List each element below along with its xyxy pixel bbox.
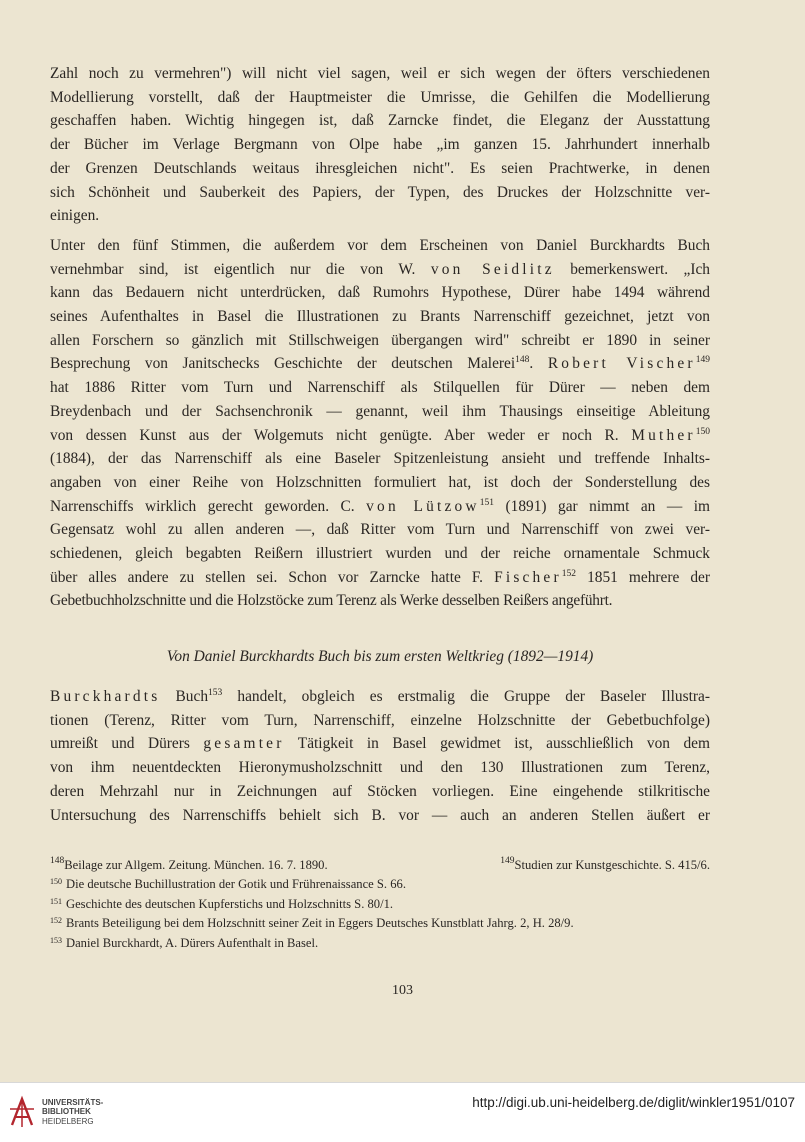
paragraph-2: [50, 234, 710, 613]
footnote-149: $^{149}$Studien zur Kunstgeschichte. S. 415/6.: [500, 856, 710, 872]
text-line: Burckhardts Buch$^{153}$ handelt, obgleich es erstmalig die Gruppe der Baseler Illustra-: [50, 688, 710, 705]
spaced-name: von Seidlitz: [430, 260, 555, 278]
library-name: UNIVERSITÄTS- BIBLIOTHEK HEIDELBERG: [42, 1097, 104, 1126]
text-line: tionen (Terenz, Ritter vom Turn, Narrenschiff, einzelne Holzschnitte der Gebetbuchfolge): [50, 711, 710, 729]
library-logo-icon: [8, 1095, 36, 1129]
text-line: Unter den fünf Stimmen, die außerdem vor dem Erscheinen von Daniel Burckhardts Buch: [50, 236, 710, 254]
text-line: Narrenschiffs wirklich gerecht geworden. C. von Lützow$^{151}$ (1891) gar nimmt an — im: [50, 497, 710, 515]
page-number: 103: [392, 983, 413, 998]
text-line: schiedenen, gleich begabten Reißern illustriert wurden und der reiche ornamentale Schmuck: [50, 545, 710, 563]
paragraph-1: [50, 62, 710, 228]
viewer-footer: [0, 1082, 805, 1142]
text-line: vernehmbar sind, ist eigentlich nur die von W. von Seidlitz bemerkenswert. „Ich: [50, 260, 710, 278]
text-line: (1884), der das Narrenschiff als eine Baseler Spitzenleistung ansieht und treffende Inhalts-: [50, 450, 710, 468]
text-line: der Bücher im Verlage Bergmann von Olpe habe „im ganzen 15. Jahrhundert innerhalb: [50, 136, 710, 154]
footnote-ref: 150: [695, 426, 710, 437]
text-line: von dessen Kunst aus der Wolgemuts nicht genügte. Aber weder er noch R. Muther$^{150}$: [50, 426, 710, 444]
text-line: Gegensatz wohl zu allen anderen —, daß Ritter vom Turn und Narrenschiff von zwei ver-: [50, 521, 710, 539]
text-line: der Grenzen Deutschlands weitaus ihresgleichen nicht". Es seien Prachtwerke, in denen: [50, 159, 710, 177]
text-line: Breydenbach und der Sachsenchronik — genannt, weil ihm Thausings einseitige Ableitung: [50, 402, 710, 420]
text-line: seines Aufenthaltes in Basel die Illustrationen zu Brants Narrenschiff gezeichnet, jetzt von: [50, 308, 710, 326]
text-line: umreißt und Dürers gesamter Tätigkeit in Basel gewidmet ist, ausschließlich von dem: [50, 735, 710, 753]
footnote-ref: 151: [479, 497, 494, 508]
spaced-name: Fischer: [494, 568, 562, 586]
body-text-2: [50, 685, 710, 833]
text-line: Untersuchung des Narrenschiffs behielt sich B. vor — auch an anderen Stellen äußert er: [50, 806, 710, 824]
footnote-ref: 152: [561, 568, 577, 579]
text-line: von ihm neuentdeckten Hieronymusholzschnitt und den 130 Illustrationen zum Terenz,: [50, 759, 710, 777]
spaced-name: von Lützow: [366, 497, 480, 515]
text-line: über alles andere zu stellen sei. Schon vor Zarncke hatte F. Fischer$^{152}$ 1851 mehrere der: [50, 568, 711, 586]
footnote-151: $^{151}$ Geschichte des deutschen Kupferstichs und Holzschnitts S. 80/1.: [50, 896, 394, 911]
library-logo[interactable]: [8, 1095, 103, 1129]
text-line: deren Mehrzahl nur in Zeichnungen auf Stöcken vorliegen. Eine eingehende stilkritische: [50, 782, 710, 800]
footnote-ref: 153: [208, 688, 223, 698]
text-line: Zahl noch zu vermehren") will nicht viel sagen, weil er sich wegen der öfters verschiedenen: [50, 65, 710, 82]
text-line: einigen.: [50, 207, 100, 225]
spaced-name: Muther: [631, 426, 696, 444]
text-line: kann das Bedauern nicht unterdrücken, daß Rumohrs Hypothese, Dürer habe 1494 während: [50, 284, 710, 302]
permalink-url[interactable]: http://digi.ub.uni-heidelberg.de/diglit/winkler1951/0107: [472, 1095, 795, 1110]
footnote-153: $^{153}$ Daniel Burckhardt, A. Dürers Aufenthalt in Basel.: [50, 935, 319, 950]
text-line: angaben von einer Reihe von Holzschnitten formuliert hat, ist doch der Sonderstellung des: [50, 473, 710, 491]
text-line: Gebetbuchholzschnitte und die Holzstöcke zum Terenz als Werke desselben Reißers angeführt.: [50, 592, 613, 610]
spaced-name: Robert Vischer: [547, 355, 696, 373]
text-line: Modellierung vorstellt, daß der Hauptmeister die Umrisse, die Gehilfen die Modellierung: [50, 88, 710, 106]
footnote-150: $^{150}$ Die deutsche Buchillustration der Gotik und Frührenaissance S. 66.: [50, 877, 406, 892]
section-heading: Von Daniel Burckhardts Buch bis zum ersten Weltkrieg (1892—1914): [166, 648, 594, 665]
spaced-name: gesamter: [203, 735, 285, 753]
footnote-148: $^{148}$Beilage zur Allgem. Zeitung. München. 16. 7. 1890.: [50, 856, 328, 872]
footnote-152: $^{152}$ Brants Beteiligung bei dem Holzschnitt seiner Zeit in Eggers Deutsches Kunstblatt Jahrg. 2, H. 28/9.: [50, 916, 574, 931]
text-line: hat 1886 Ritter vom Turn und Narrenschiff als Stilquellen für Dürer — neben dem: [50, 379, 710, 397]
spaced-name: Burckhardts: [50, 688, 161, 705]
body-text: [50, 62, 710, 619]
footnote-ref: 149: [695, 355, 710, 366]
paragraph-3: [50, 685, 710, 827]
text-line: sich Schönheit und Sauberkeit des Papiers, der Typen, des Druckes der Holzschnitte ver-: [50, 183, 710, 201]
footnote-ref: 148: [515, 355, 530, 366]
footnote-row: [50, 856, 710, 875]
text-line: geschaffen haben. Wichtig hingegen ist, daß Zarncke findet, die Eleganz der Ausstattung: [50, 112, 710, 130]
text-line: allen Forschern so gänzlich mit Stillschweigen übergangen wird" schreibt er 1890 in seiner: [50, 331, 710, 349]
text-line: Besprechung von Janitschecks Geschichte der deutschen Malerei$^{148}$. Robert Vischer$^{149}$: [50, 355, 710, 373]
footnotes: [50, 856, 710, 953]
